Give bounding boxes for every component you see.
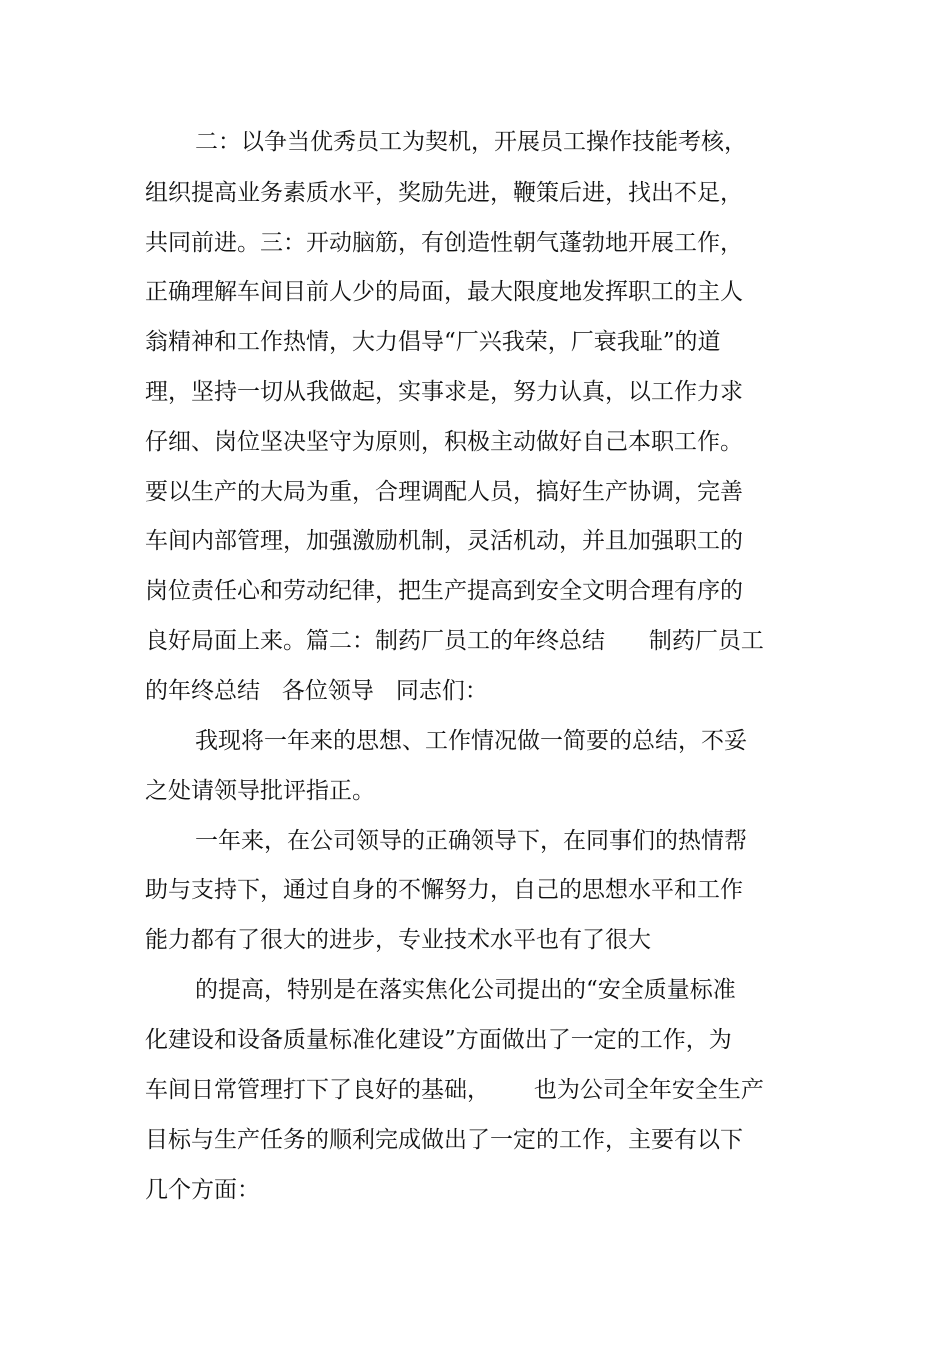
text-line: 助与支持下，通过自身的不懈努力，自己的思想水平和工作: [145, 877, 743, 903]
text-line: 正确理解车间目前人少的局面，最大限度地发挥职工的主人: [145, 279, 743, 305]
text-line: 之处请领导批评指正。: [145, 778, 375, 804]
text-line: 共同前进。三：开动脑筋，有创造性朝气蓬勃地开展工作，: [145, 230, 743, 256]
text-line: 翁精神和工作热情，大力倡导“厂兴我荣，厂衰我耻”的道: [145, 329, 721, 355]
text-line: 我现将一年来的思想、工作情况做一简要的总结，不妥: [195, 728, 747, 754]
text-line: 一年来，在公司领导的正确领导下，在同事们的热情帮: [195, 828, 747, 854]
text-line: 良好局面上来。篇二：制药厂员工的年终总结 制药厂员工: [145, 628, 764, 654]
text-line: 仔细、岗位坚决坚守为原则，积极主动做好自己本职工作。: [145, 429, 743, 455]
text-line: 的提高，特别是在落实焦化公司提出的“安全质量标准: [195, 977, 736, 1003]
text-line: 能力都有了很大的进步，专业技术水平也有了很大: [145, 927, 651, 953]
text-line: 几个方面：: [145, 1177, 260, 1203]
text-line: 岗位责任心和劳动纪律，把生产提高到安全文明合理有序的: [145, 578, 743, 604]
text-line: 理，坚持一切从我做起，实事求是，努力认真，以工作力求: [145, 379, 743, 405]
text-line: 目标与生产任务的顺利完成做出了一定的工作，主要有以下: [145, 1127, 743, 1153]
text-line: 的年终总结 各位领导 同志们：: [145, 678, 488, 704]
text-line: 要以生产的大局为重，合理调配人员，搞好生产协调，完善: [145, 479, 743, 505]
text-line: 化建设和设备质量标准化建设”方面做出了一定的工作，为: [145, 1027, 732, 1053]
text-line: 组织提高业务素质水平，奖励先进，鞭策后进，找出不足，: [145, 180, 743, 206]
text-line: 车间日常管理打下了良好的基础， 也为公司全年安全生产: [145, 1077, 764, 1103]
text-line: 车间内部管理，加强激励机制，灵活机动，并且加强职工的: [145, 528, 743, 554]
text-line: 二：以争当优秀员工为契机，开展员工操作技能考核，: [195, 129, 747, 155]
